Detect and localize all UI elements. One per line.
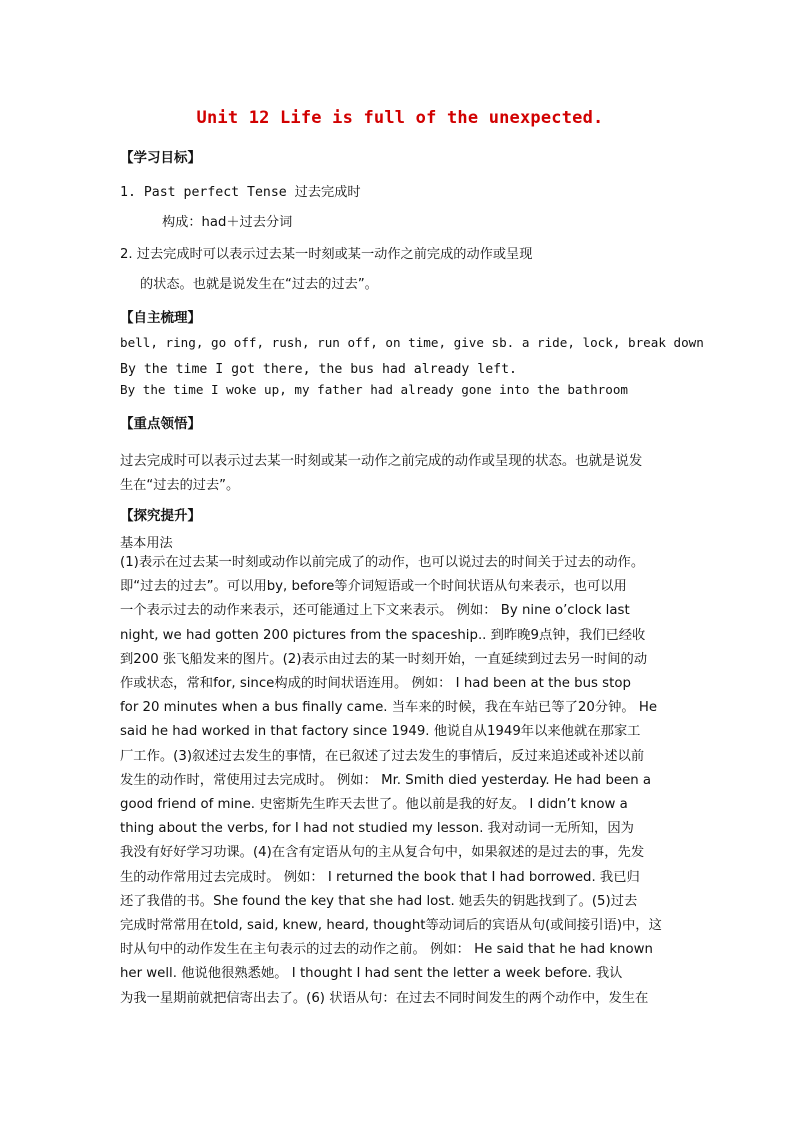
objective-2-line-2: 的状态。也就是说发生在“过去的过去”。 bbox=[140, 277, 378, 292]
objective-1-structure: 构成：had＋过去分词 bbox=[162, 215, 293, 230]
paragraph-line: said he had worked in that factory since 1949. 他说自从1949年以来他就在那家工 bbox=[120, 724, 641, 740]
key-points-line-2: 生在“过去的过去”。 bbox=[120, 478, 240, 493]
paragraph-line: her well. 他说他很熟悉她。 I thought I had sent the letter a week before. 我认 bbox=[120, 966, 623, 982]
paragraph-line: 即“过去的过去”。可以用by, before等介词短语或一个时间状语从句来表示，也可以用 bbox=[120, 579, 627, 595]
example-sentence-1: By the time I got there, the bus had already left. bbox=[120, 362, 517, 377]
key-points-line-1: 过去完成时可以表示过去某一时刻或某一动作之前完成的动作或呈现的状态。也就是说发 bbox=[120, 454, 643, 469]
paragraph-line: (1)表示在过去某一时刻或动作以前完成了的动作，也可以说过去的时间关于过去的动作。 bbox=[120, 555, 645, 570]
paragraph-line: 发生的动作时，常使用过去完成时。 例如： Mr. Smith died yesterday. He had been a bbox=[120, 772, 652, 788]
objectives-heading: 【学习目标】 bbox=[120, 150, 201, 166]
paragraph-line: 厂工作。(3)叙述过去发生的事情，在已叙述了过去发生的事情后，反过来追述或补述以前 bbox=[120, 748, 645, 764]
paragraph-line: 还了我借的书。She found the key that she had lost. 她丢失的钥匙找到了。(5)过去 bbox=[120, 893, 638, 909]
paragraph-line: 作或状态，常和for, since构成的时间状语连用。 例如： I had been at the bus stop bbox=[120, 676, 631, 692]
paragraph-line: 我没有好好学习功课。(4)在含有定语从句的主从复合句中，如果叙述的是过去的事，先发 bbox=[120, 845, 645, 861]
example-sentence-2: By the time I woke up, my father had already gone into the bathroom bbox=[120, 382, 628, 397]
document-title: Unit 12 Life is full of the unexpected. bbox=[196, 108, 604, 128]
paragraph-line: 完成时常常用在told, said, knew, heard, thought等动词后的宾语从句(或间接引语)中，这 bbox=[120, 918, 662, 934]
key-points-heading: 【重点领悟】 bbox=[120, 416, 201, 432]
basic-usage-label: 基本用法 bbox=[120, 536, 173, 551]
paragraph-line: 时从句中的动作发生在主句表示的过去的动作之前。 例如： He said that he had known bbox=[120, 942, 653, 958]
objective-2-line-1: 2. 过去完成时可以表示过去某一时刻或某一动作之前完成的动作或呈现 bbox=[120, 247, 533, 262]
paragraph-line: 到200 张飞船发来的图片。(2)表示由过去的某一时刻开始，一直延续到过去另一时间的动 bbox=[120, 651, 648, 667]
paragraph-line: good friend of mine. 史密斯先生昨天去世了。他以前是我的好友。 I didn’t know a bbox=[120, 797, 628, 813]
paragraph-line: 为我一星期前就把信寄出去了。(6) 状语从句：在过去不同时间发生的两个动作中，发生在 bbox=[120, 990, 649, 1006]
self-review-heading: 【自主梳理】 bbox=[120, 310, 201, 326]
paragraph-line: for 20 minutes when a bus finally came. 当车来的时候，我在车站已等了20分钟。 He bbox=[120, 700, 658, 716]
paragraph-line: night, we had gotten 200 pictures from the spaceship.. 到昨晚9点钟，我们已经收 bbox=[120, 627, 646, 643]
vocabulary-list: bell, ring, go off, rush, run off, on time, give sb. a ride, lock, break down bbox=[120, 335, 704, 350]
paragraph-line: thing about the verbs, for I had not studied my lesson. 我对动词一无所知，因为 bbox=[120, 821, 634, 837]
paragraph-line: 一个表示过去的动作来表示，还可能通过上下文来表示。 例如： By nine o’clock last bbox=[120, 603, 630, 619]
usage-paragraph bbox=[120, 551, 680, 1011]
explore-heading: 【探究提升】 bbox=[120, 508, 201, 524]
paragraph-line: 生的动作常用过去完成时。 例如： I returned the book that I had borrowed. 我已归 bbox=[120, 869, 640, 885]
objective-1: 1. Past perfect Tense 过去完成时 bbox=[120, 185, 361, 200]
